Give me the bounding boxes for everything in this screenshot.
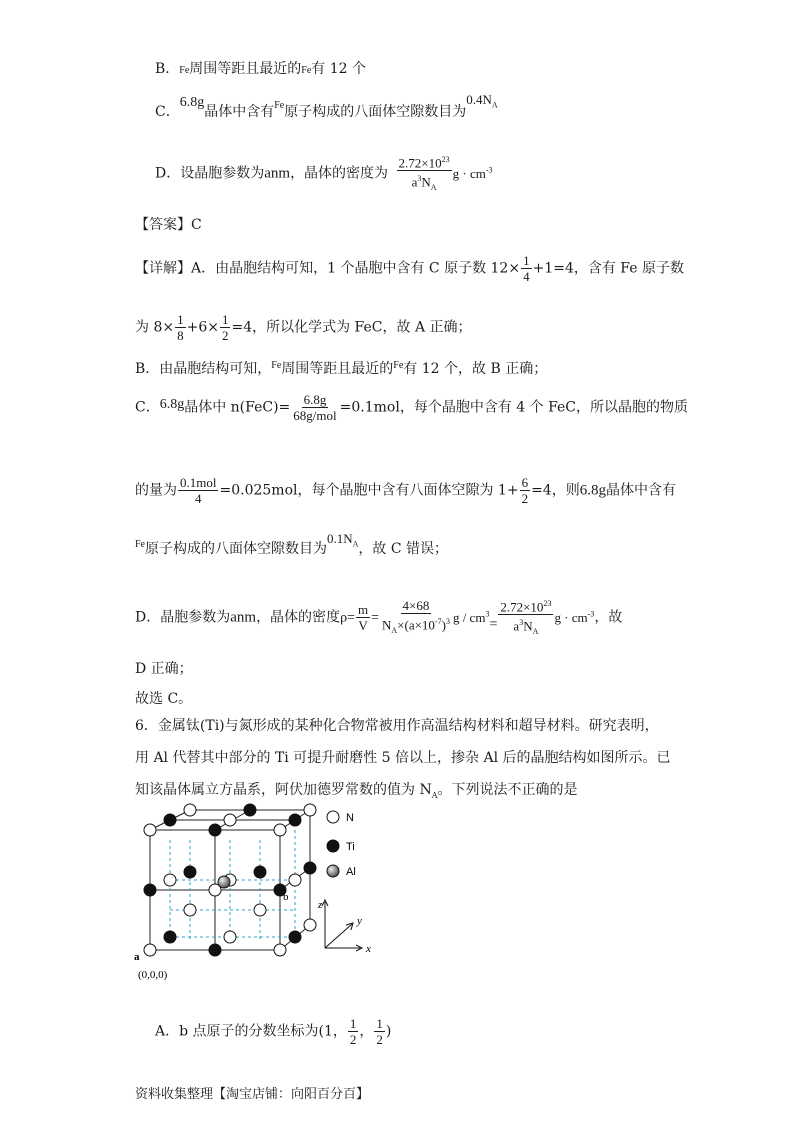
n-atom xyxy=(164,874,176,886)
answer-line: 【答案】C xyxy=(135,217,202,233)
al-atom xyxy=(218,876,230,888)
ti-atom xyxy=(289,931,301,943)
legend-n-marker xyxy=(327,811,339,823)
legend-al-label: Al xyxy=(346,866,356,878)
n-atom xyxy=(304,804,316,816)
crystal-cell-figure xyxy=(120,800,380,990)
n-atom xyxy=(184,804,196,816)
detail-c-line2: 的量为 $\frac{\text{0.1mol}}{4}$ =0.025mol，每个晶胞中含有八面体空隙为 1+ $\frac{6}{2}$ =4，则6.8g晶体中含有 xyxy=(135,475,676,506)
n-atom xyxy=(274,944,286,956)
point-b-label: b xyxy=(283,891,289,903)
option-d: D．设晶胞参数为anm，晶体的密度为 $\frac{2.72\times 10^{23}}{a^3N_A}$ $g \cdot cm^{-3}$ xyxy=(155,152,493,195)
ti-atom xyxy=(254,866,266,878)
ti-atom xyxy=(184,866,196,878)
axis-z-label: z xyxy=(318,899,323,911)
ti-atom xyxy=(209,824,221,836)
legend-al-marker xyxy=(327,865,339,877)
n-atom xyxy=(144,944,156,956)
detail-b: B．由晶胞结构可知，$^{Fe}$周围等距且最近的$^{Fe}$有 12 个，故 B 正确； xyxy=(135,360,548,377)
n-atom xyxy=(224,814,236,826)
legend-ti-label: Ti xyxy=(346,841,355,853)
n-atom xyxy=(274,824,286,836)
detail-a-line2: 为 8× $\frac{1}{8}$ +6× $\frac{1}{2}$ =4，所以化学式为 FeC，故 A 正确； xyxy=(135,312,472,343)
axes-icon xyxy=(322,900,362,951)
detail-d-line2: D 正确； xyxy=(135,661,193,677)
n-atom xyxy=(184,904,196,916)
n-atom xyxy=(144,824,156,836)
option-b: B．Fe周围等距且最近的Fe有 12 个 xyxy=(155,61,367,77)
ti-atom xyxy=(164,814,176,826)
n-atom xyxy=(304,919,316,931)
option-c: C．6.8g晶体中含有$^{Fe}$原子构成的八面体空隙数目为$0.4N_A$ xyxy=(155,92,498,120)
ti-atom xyxy=(209,944,221,956)
ti-atom xyxy=(289,814,301,826)
detail-c-line1: C．6.8g晶体中 n(FeC)= $\frac{6.8g}{\text{68g/mol}}$ =0.1mol，每个晶胞中含有 4 个 FeC，所以晶胞的物质 xyxy=(135,392,689,423)
ti-atom xyxy=(164,931,176,943)
detail-a-line1: 【详解】A．由晶胞结构可知，1 个晶胞中含有 C 原子数 12× $\frac{1}{4}$ +1=4，含有 Fe 原子数 xyxy=(135,253,684,284)
ti-atom xyxy=(144,884,156,896)
question-6-line2: 用 Al 代替其中部分的 Ti 可提升耐磨性 5 倍以上，掺杂 Al 后的晶胞结构如图所示。已 xyxy=(135,750,671,766)
ti-atom xyxy=(304,862,316,874)
detail-d-line1: D．晶胞参数为anm，晶体的密度ρ= $\frac{m}{V}$ = $\frac{4\times 68}{N_A\times(a\times 10^{-7})^3}$ $g / cm^3=$ $\frac{2.72\times 10^{23}}{a^3N_A}$ $g \cdot cm^{-3}$，故 xyxy=(135,597,623,637)
n-atom xyxy=(289,874,301,886)
density-fraction: $\frac{2.72\times 10^{23}}{a^3N_A}$ xyxy=(397,152,452,195)
axis-x-label: x xyxy=(366,943,371,955)
origin-label: (0,0,0) xyxy=(138,969,168,981)
point-a-label: a xyxy=(134,951,140,963)
n-atom xyxy=(224,931,236,943)
legend-n-label: N xyxy=(346,812,354,824)
ti-atom xyxy=(244,804,256,816)
q6-option-a: A．b 点原子的分数坐标为(1， $\frac{1}{2}$ ， $\frac{1}{2}$ ) xyxy=(155,1016,392,1047)
question-6-line3: 知该晶体属立方晶系，阿伏加德罗常数的值为 $N_A$。下列说法不正确的是 xyxy=(135,782,578,800)
choose-line: 故选 C。 xyxy=(135,691,193,707)
detail-c-line3: $^{Fe}$原子构成的八面体空隙数目为$0.1N_A$，故 C 错误； xyxy=(135,531,449,557)
axis-y-label: y xyxy=(357,915,362,927)
n-atom xyxy=(254,904,266,916)
question-6-line1: 6．金属钛(Ti)与氮形成的某种化合物常被用作高温结构材料和超导材料。研究表明， xyxy=(135,718,659,734)
footer-text: 资料收集整理【淘宝店铺：向阳百分百】 xyxy=(135,1087,370,1102)
legend-ti-marker xyxy=(327,840,339,852)
